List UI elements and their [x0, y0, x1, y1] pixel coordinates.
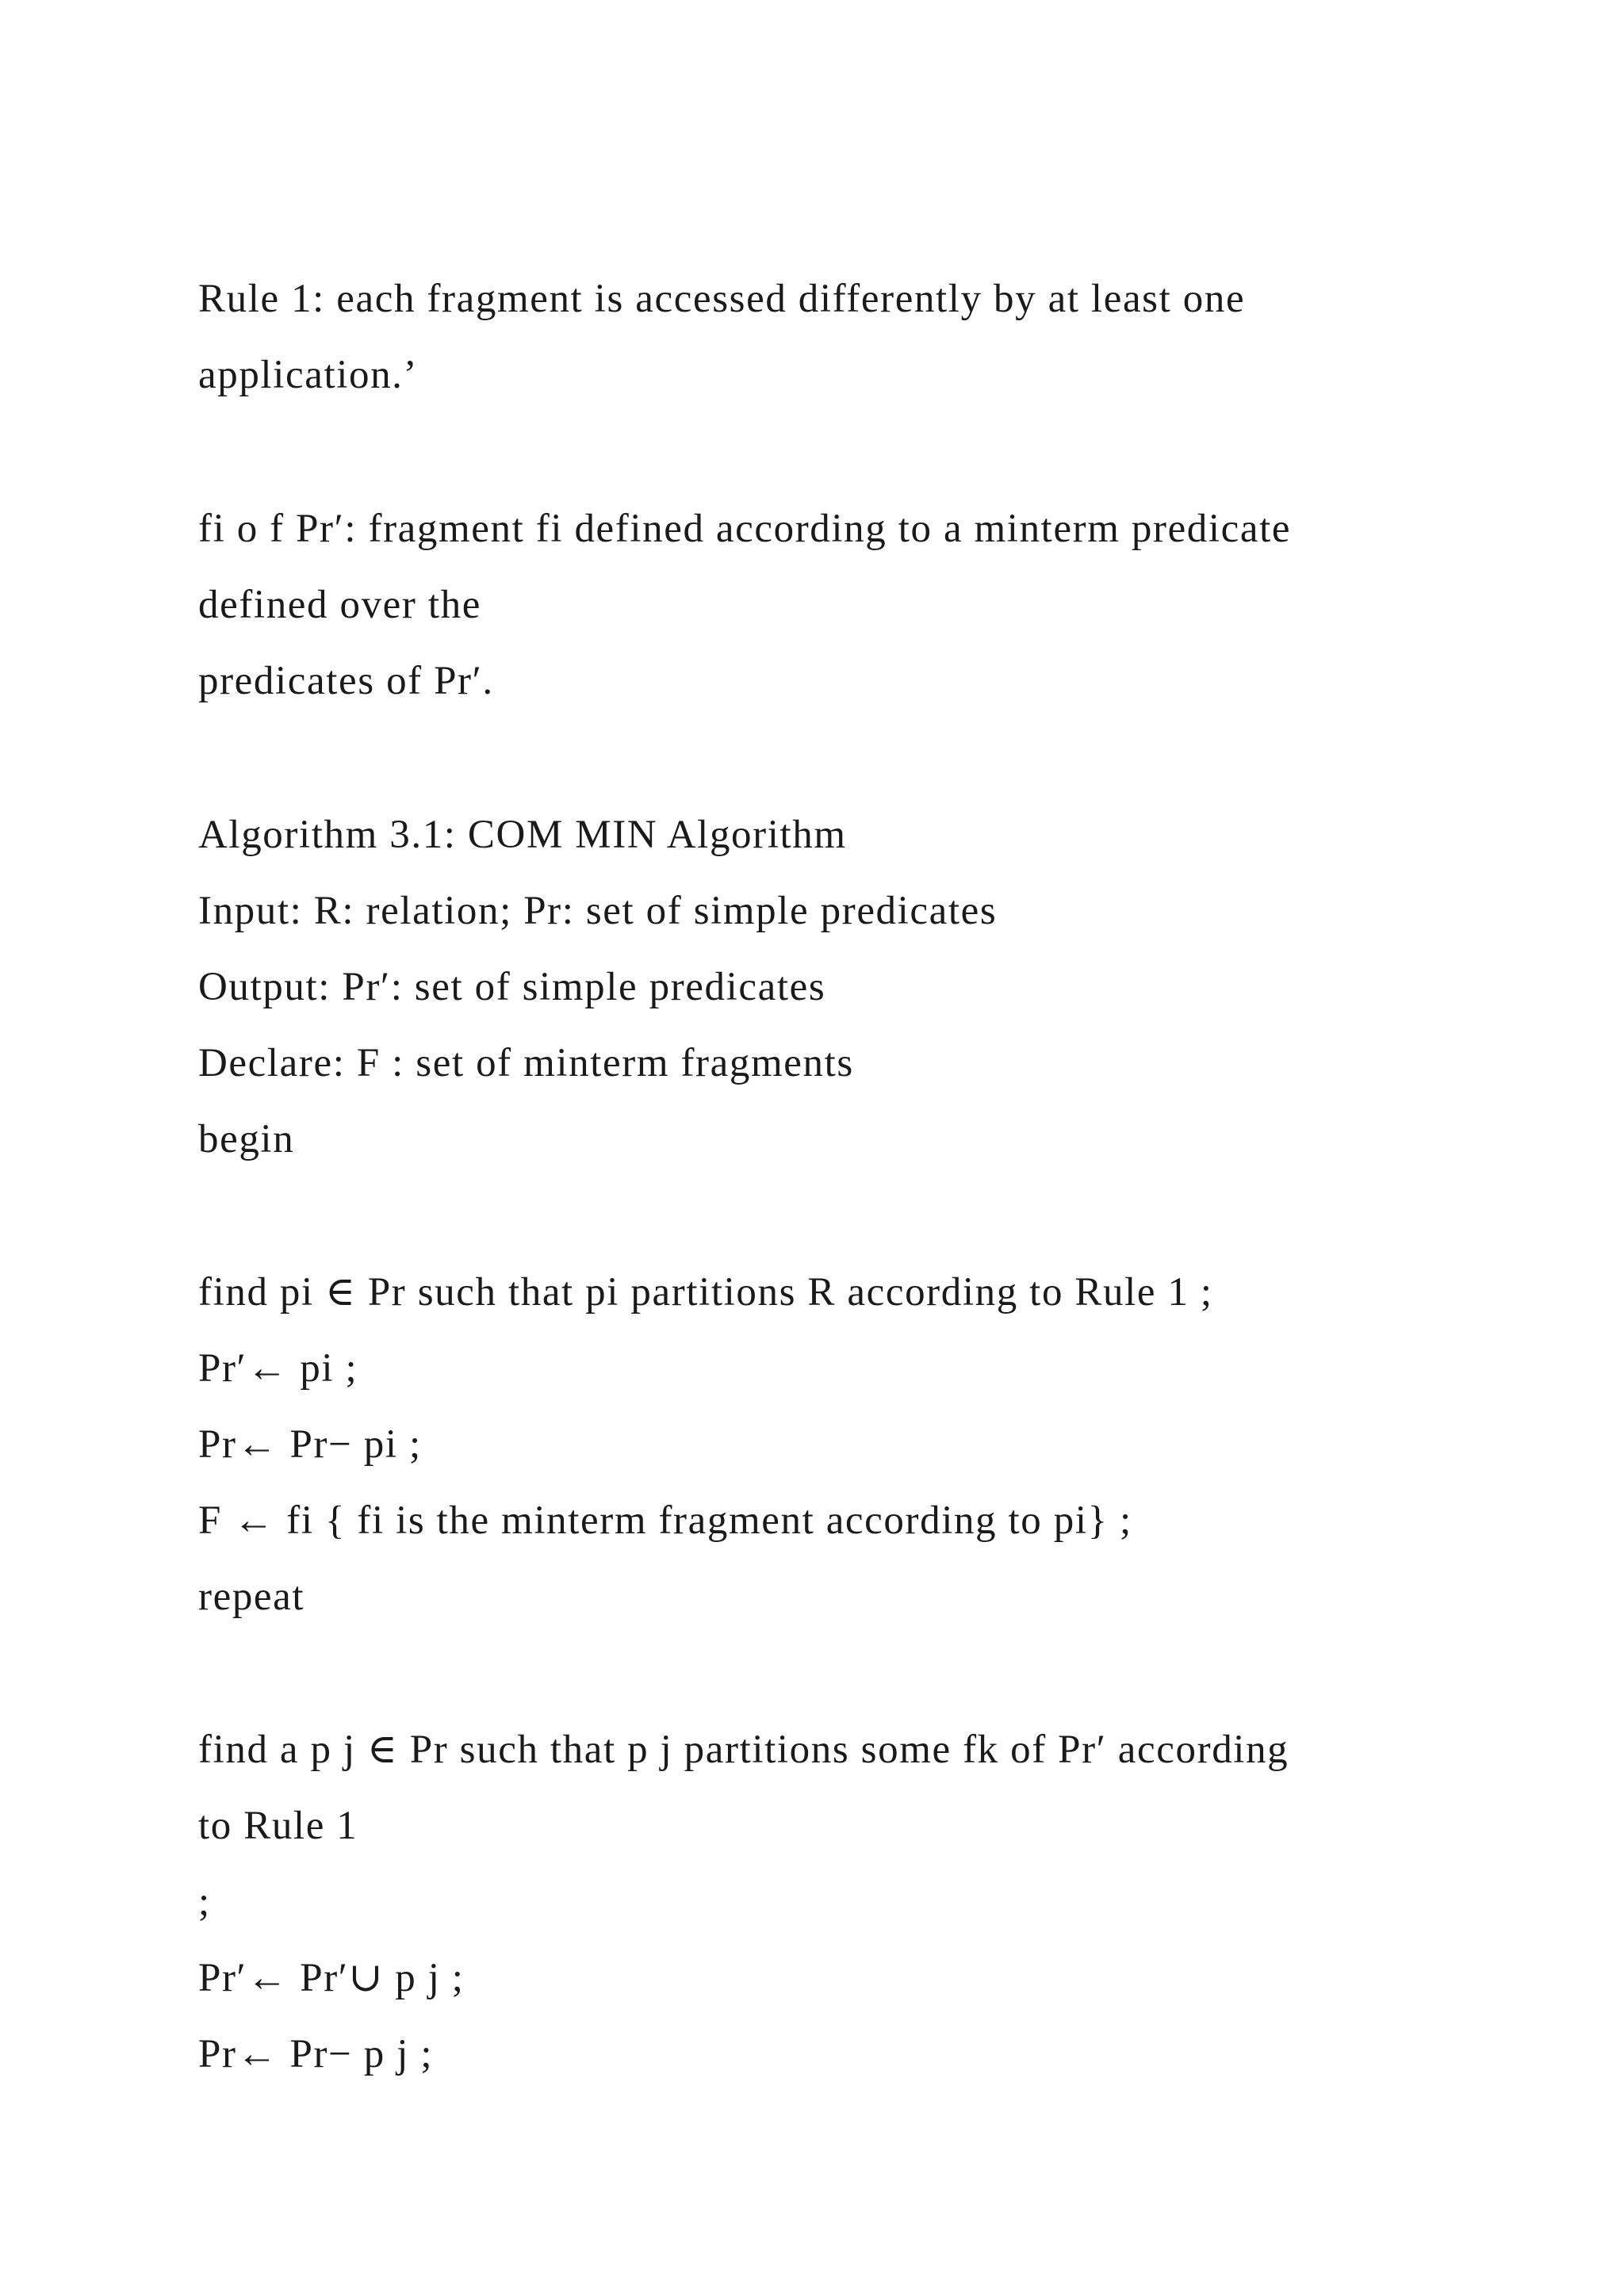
- fragment-definition-line-1: fi o f Pr′: fragment fi defined according to a minterm predicate: [198, 507, 1292, 551]
- algorithm-begin: begin: [198, 1117, 295, 1161]
- loop-semicolon: ;: [198, 1880, 211, 1924]
- loop-find-pj-line-1: find a p j ∈ Pr such that p j partitions some fk of Pr′ according: [198, 1728, 1289, 1772]
- algorithm-input: Input: R: relation; Pr: set of simple predicates: [198, 889, 998, 933]
- step-find-pi: find pi ∈ Pr such that pi partitions R according to Rule 1 ;: [198, 1270, 1213, 1314]
- loop-find-pj-line-2: to Rule 1: [198, 1804, 358, 1848]
- loop-remove-pj: Pr← Pr− p j ;: [198, 2032, 434, 2076]
- algorithm-output: Output: Pr′: set of simple predicates: [198, 965, 826, 1009]
- step-assign-f: F ← fi { fi is the minterm fragment according to pi} ;: [198, 1498, 1132, 1543]
- fragment-definition-line-2: defined over the: [198, 583, 481, 627]
- algorithm-title: Algorithm 3.1: COM MIN Algorithm: [198, 813, 847, 857]
- loop-union-pj: Pr′← Pr′∪ p j ;: [198, 1956, 465, 2000]
- step-remove-pi: Pr← Pr− pi ;: [198, 1422, 422, 1467]
- fragment-definition-line-3: predicates of Pr′.: [198, 659, 494, 703]
- rule1-line-2: application.’: [198, 353, 419, 397]
- step-assign-pr-prime: Pr′← pi ;: [198, 1346, 358, 1391]
- step-repeat: repeat: [198, 1575, 305, 1619]
- algorithm-declare: Declare: F : set of minterm fragments: [198, 1041, 854, 1085]
- rule1-line-1: Rule 1: each fragment is accessed differently by at least one: [198, 277, 1246, 321]
